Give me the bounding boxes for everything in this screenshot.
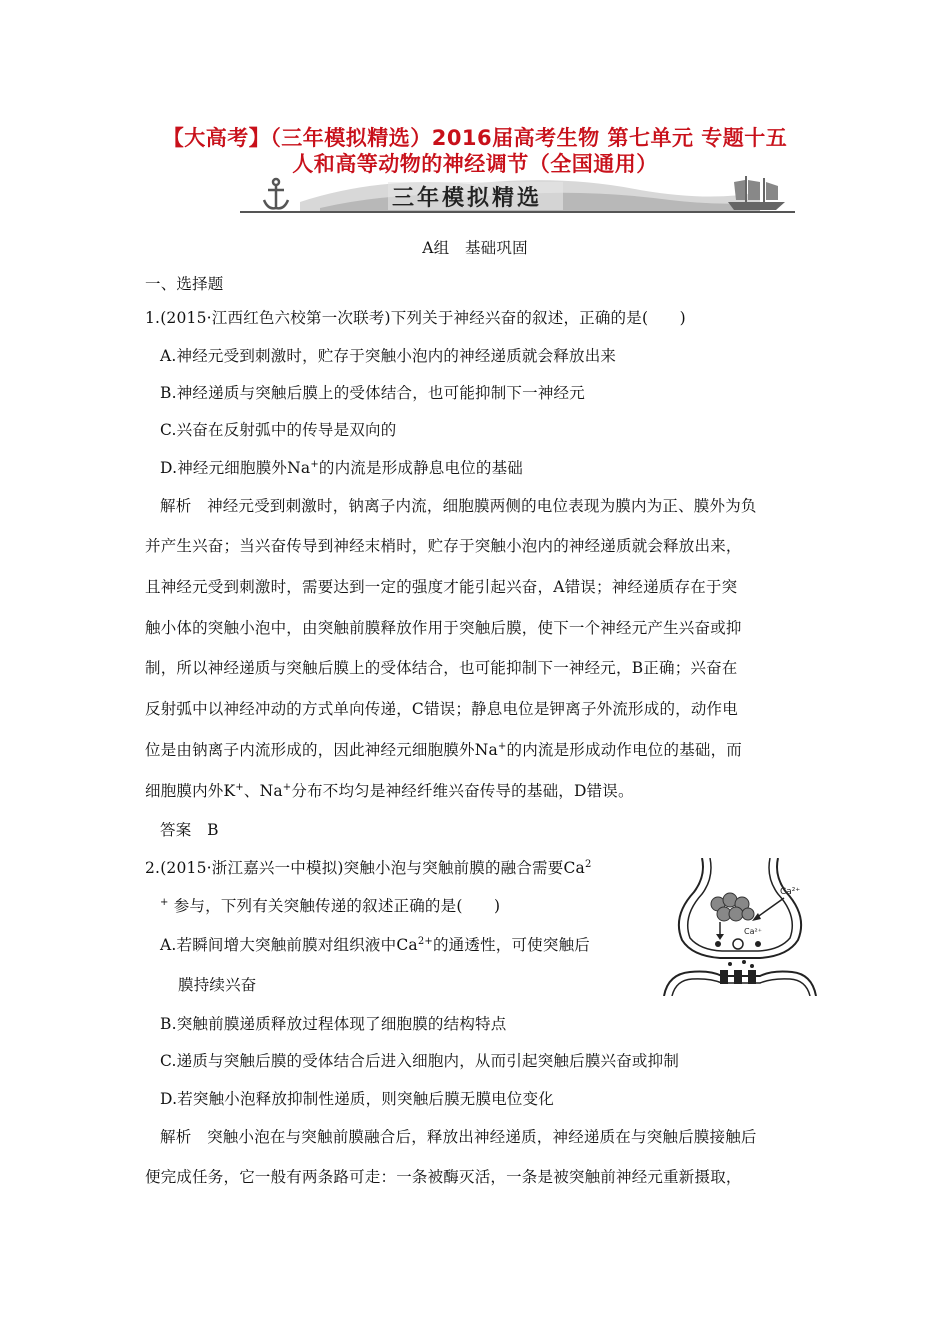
q2-stem-text: 参与，下列有关突触传递的叙述正确的是( ) <box>173 897 501 915</box>
superscript: + <box>497 740 507 752</box>
q1-option-b: B.神经递质与突触后膜上的受体结合，也可能抑制下一神经元 <box>160 384 585 402</box>
q2-explanation-line: 便完成任务，它一般有两条路可走：一条被酶灭活，一条是被突触前神经元重新摄取， <box>145 1168 742 1186</box>
q2-option-d: D.若突触小泡释放抑制性递质，则突触后膜无膜电位变化 <box>160 1090 555 1108</box>
ship-icon <box>728 176 785 210</box>
q1-option-d <box>160 456 523 478</box>
section-label: 一、选择题 <box>145 275 224 293</box>
document-title-line2: 人和高等动物的神经调节（全国通用） <box>292 152 658 176</box>
group-label: A组 基础巩固 <box>422 239 528 257</box>
q1-option-a: A.神经元受到刺激时，贮存于突触小泡内的神经递质就会释放出来 <box>160 347 617 365</box>
q1-explanation-line: 解析 神经元受到刺激时，钠离子内流，细胞膜两侧的电位表现为膜内为正、膜外为负 <box>160 497 757 515</box>
synapse-diagram <box>660 858 820 996</box>
banner-label: 三年模拟精选 <box>392 186 543 211</box>
q2-stem-line1 <box>145 856 592 878</box>
q1-explanation-line: 制，所以神经递质与突触后膜上的受体结合，也可能抑制下一神经元，B正确；兴奋在 <box>145 659 738 677</box>
superscript: + <box>160 896 169 908</box>
q2-option-b: B.突触前膜递质释放过程体现了细胞膜的结构特点 <box>160 1015 507 1033</box>
superscript: 2+ <box>417 935 433 947</box>
title-brand: 【大高考】 <box>162 126 271 150</box>
q2-explanation-line: 解析 突触小泡在与突触前膜融合后，释放出神经递质，神经递质在与突触后膜接触后 <box>160 1128 757 1146</box>
q1-option-d-text: D.神经元细胞膜外Na <box>160 459 311 477</box>
line-text-end: 分布不均匀是神经纤维兴奋传导的基础，D错误。 <box>291 782 634 800</box>
superscript: + <box>235 781 244 793</box>
line-text: 细胞膜内外K <box>145 782 236 800</box>
q1-stem: 1.(2015·江西红色六校第一次联考)下列关于神经兴奋的叙述，正确的是( ) <box>145 309 686 327</box>
line-text: 位是由钠离子内流形成的，因此神经元细胞膜外Na <box>145 741 498 759</box>
q1-explanation-line: 反射弧中以神经冲动的方式单向传递，C错误；静息电位是钾离子外流形成的，动作电 <box>145 700 738 718</box>
superscript: + <box>282 781 292 793</box>
q2-stem-line2 <box>160 894 500 916</box>
q2-stem-text: 2.(2015·浙江嘉兴一中模拟)突触小泡与突触前膜的融合需要Ca <box>145 859 585 877</box>
q1-option-d-text-end: 的内流是形成静息电位的基础 <box>318 459 524 477</box>
superscript: + <box>310 458 319 470</box>
q1-explanation-line: 触小体的突触小泡中，由突触前膜释放作用于突触后膜，使下一个神经元产生兴奋或抑 <box>145 619 742 637</box>
title-text: （三年模拟精选）2016届高考生物 第七单元 专题十五 <box>270 126 788 150</box>
anchor-icon <box>264 179 288 208</box>
q2-option-c: C.递质与突触后膜的受体结合后进入细胞内，从而引起突触后膜兴奋或抑制 <box>160 1052 680 1070</box>
calcium-label: Ca²⁺ <box>744 927 762 936</box>
superscript: 2 <box>584 858 592 870</box>
calcium-label: Ca²⁺ <box>780 887 801 897</box>
q1-explanation-line <box>145 779 634 801</box>
q1-explanation-line: 且神经元受到刺激时，需要达到一定的强度才能引起兴奋，A错误；神经递质存在于突 <box>145 578 738 596</box>
q1-option-c: C.兴奋在反射弧中的传导是双向的 <box>160 421 397 439</box>
q2-option-a-text-end: 的通透性，可使突触后 <box>432 936 590 954</box>
q1-explanation-line <box>145 738 742 760</box>
q1-answer: 答案 B <box>160 821 219 839</box>
q1-explanation-line: 并产生兴奋；当兴奋传导到神经末梢时，贮存于突触小泡内的神经递质就会释放出来， <box>145 537 742 555</box>
q2-option-a <box>160 933 590 955</box>
line-text-end: 的内流是形成动作电位的基础，而 <box>506 741 743 759</box>
q2-option-a-text: A.若瞬间增大突触前膜对组织液中Ca <box>160 936 418 954</box>
line-text-mid: 、Na <box>243 782 283 800</box>
q2-option-a-continued: 膜持续兴奋 <box>178 976 257 994</box>
